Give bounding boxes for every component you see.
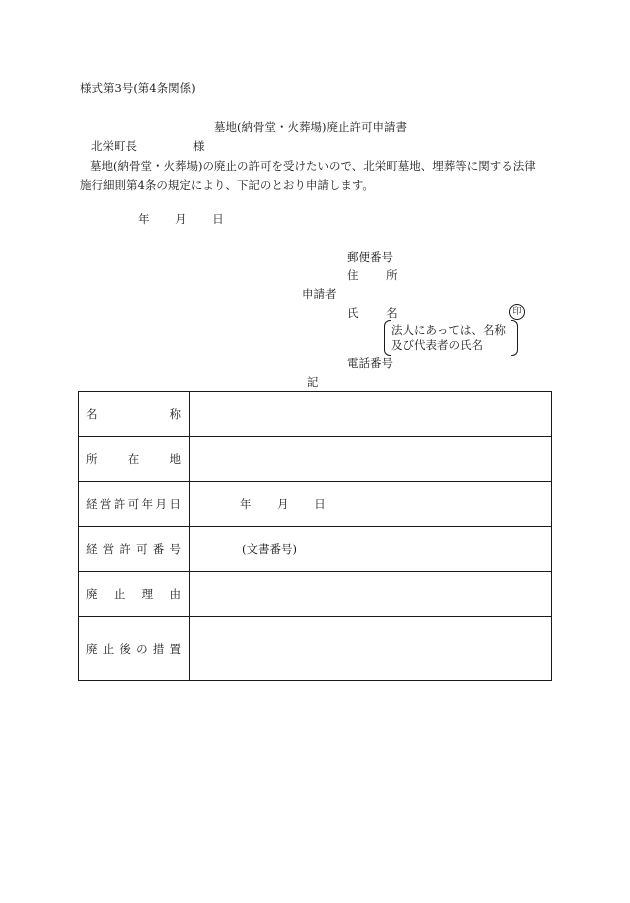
row-value-cell[interactable]	[190, 482, 552, 527]
row-label-cell	[79, 482, 190, 527]
row-label-cell	[79, 392, 190, 437]
row-label-char: 廃	[86, 587, 98, 601]
row-label-char: 理	[141, 587, 154, 601]
row-label	[79, 406, 189, 422]
table-row	[79, 482, 552, 527]
row-value-cell[interactable]	[190, 572, 552, 617]
table-row	[79, 437, 552, 482]
addressee	[91, 141, 205, 153]
row-label-char: 廃	[86, 641, 98, 656]
row-label-char: 置	[169, 641, 181, 656]
body-text	[80, 157, 560, 195]
bracket-right	[511, 320, 518, 356]
corporation-note-line-2: 及び代表者の氏名	[391, 338, 483, 352]
row-label-char: 称	[169, 407, 181, 421]
row-value-cell[interactable]	[190, 392, 552, 437]
row-label	[79, 451, 189, 467]
row-value-cell[interactable]	[190, 437, 552, 482]
row-label-char: 月	[155, 497, 168, 511]
row-label-char: 名	[86, 407, 98, 421]
row-label-char: 地	[169, 452, 181, 466]
corporation-note	[384, 320, 518, 356]
postal-code-label: 郵便番号	[347, 250, 393, 264]
addressee-name: 北栄町長	[91, 139, 137, 153]
row-value: 年 月 日	[240, 497, 326, 511]
table-row	[79, 392, 552, 437]
row-label	[79, 586, 189, 602]
bracket-left	[384, 320, 391, 356]
row-label-char: 在	[127, 452, 140, 466]
row-label-char: 年	[141, 497, 154, 511]
row-label-char: 可	[136, 542, 148, 556]
row-label-char: 号	[169, 542, 181, 556]
row-label	[79, 541, 189, 557]
row-label-char: 所	[86, 452, 98, 466]
corporation-note-line-1: 法人にあっては、名称	[391, 323, 506, 337]
row-label-char: 由	[169, 587, 181, 601]
address-label: 住 所	[347, 268, 398, 282]
document-title: 墓地(納骨堂・火葬場)廃止許可申請書	[214, 120, 407, 134]
addressee-honorific: 様	[193, 139, 205, 153]
row-label	[79, 496, 189, 512]
table-row	[79, 527, 552, 572]
row-label-cell	[79, 617, 190, 681]
row-label-cell	[79, 527, 190, 572]
ki-heading: 記	[307, 375, 319, 389]
corporation-note-text	[391, 323, 506, 353]
row-label-cell	[79, 572, 190, 617]
detail-table	[78, 391, 552, 681]
row-label-char: 後	[119, 641, 131, 656]
row-label-char: 営	[99, 497, 112, 511]
table-row	[79, 617, 552, 681]
body-line-2: 施行細則第4条の規定により、下記のとおり申請します。	[80, 178, 374, 192]
row-label-char: 止	[113, 587, 126, 601]
row-label-char: 番	[152, 542, 165, 556]
row-label-char: の	[136, 641, 148, 656]
row-label-char: 措	[152, 641, 165, 656]
row-label	[79, 641, 189, 657]
row-value: (文書番号)	[242, 542, 297, 556]
row-label-char: 日	[169, 497, 181, 511]
row-label-char: 可	[127, 497, 140, 511]
row-value-cell[interactable]	[190, 527, 552, 572]
row-label-char: 許	[119, 542, 131, 556]
table-row	[79, 572, 552, 617]
name-label: 氏 名	[347, 306, 398, 320]
body-line-1: 墓地(納骨堂・火葬場)の廃止の許可を受けたいので、北栄町墓地、埋葬等に関する法律	[90, 159, 536, 173]
row-label-char: 経	[86, 497, 98, 511]
row-label-char: 経	[86, 542, 98, 556]
row-value-cell[interactable]	[190, 617, 552, 681]
detail-table-body	[79, 392, 552, 681]
row-label-char: 営	[102, 542, 115, 556]
form-number: 様式第3号(第4条関係)	[80, 81, 196, 95]
seal-mark: 印	[509, 304, 525, 320]
row-label-char: 許	[113, 497, 126, 511]
applicant-label: 申請者	[302, 287, 337, 301]
row-label-cell	[79, 437, 190, 482]
application-date: 年 月 日	[138, 212, 224, 226]
phone-label: 電話番号	[347, 356, 393, 370]
row-label-char: 止	[102, 641, 115, 656]
